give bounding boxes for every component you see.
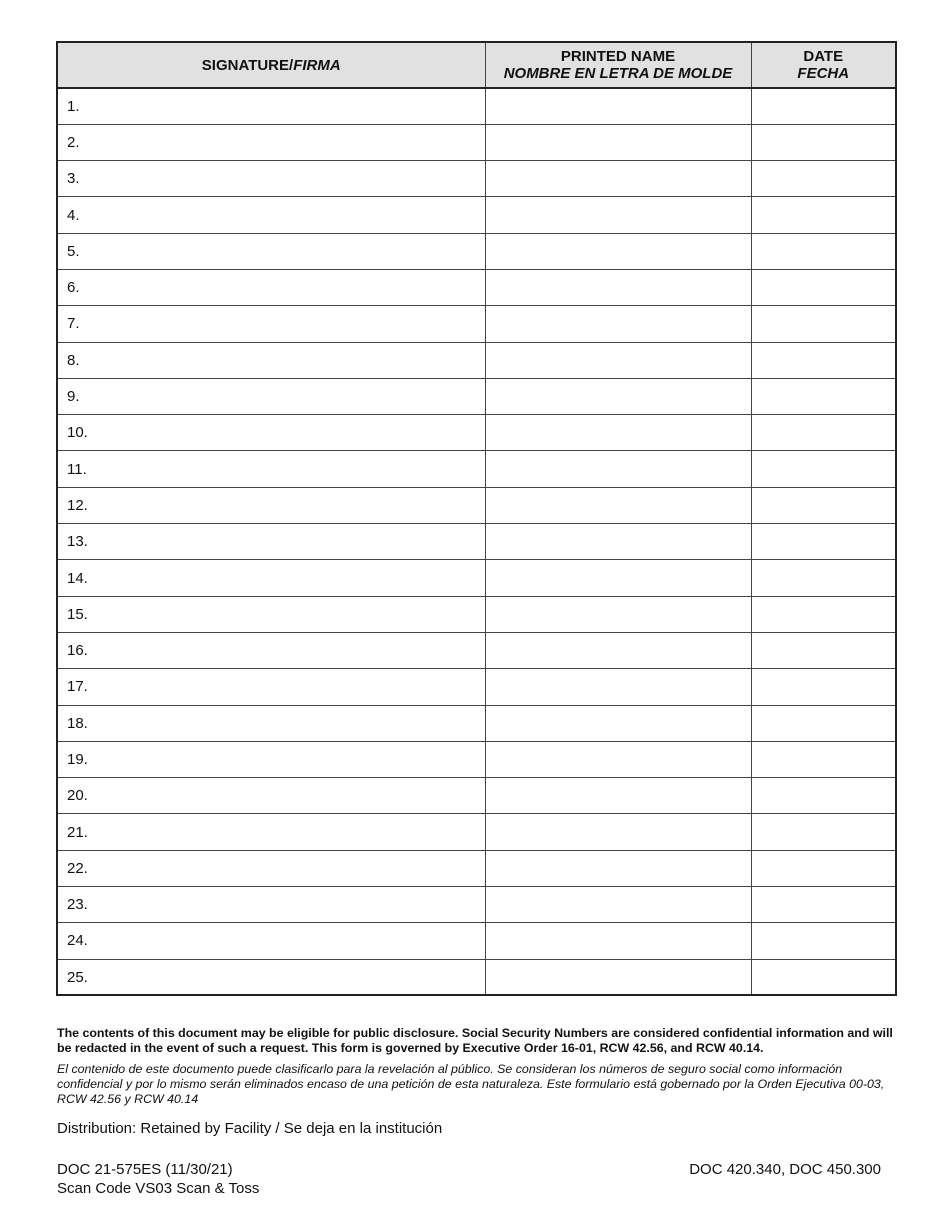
- signature-cell[interactable]: [57, 669, 485, 705]
- distribution-note: Distribution: Retained by Facility / Se deja en la institución: [57, 1120, 443, 1137]
- date-cell[interactable]: [751, 269, 896, 305]
- printed-name-cell[interactable]: [485, 778, 751, 814]
- printed-name-cell[interactable]: [485, 632, 751, 668]
- date-cell[interactable]: [751, 596, 896, 632]
- signature-cell[interactable]: [57, 124, 485, 160]
- printed-name-cell[interactable]: [485, 705, 751, 741]
- date-cell[interactable]: [751, 88, 896, 124]
- row-number: 10.: [67, 424, 88, 442]
- row-number: 6.: [67, 279, 80, 297]
- signature-cell[interactable]: [57, 741, 485, 777]
- row-number: 16.: [67, 642, 88, 660]
- signature-cell[interactable]: [57, 705, 485, 741]
- public-disclosure-notice-es: El contenido de este documento puede clasificarlo para la revelación al público. Se consideran los números de seguro social como información confidencial y por lo mismo serán eliminados encaso de una petición de esta naturaleza. Este formulario está gobernado por la Orden Ejecutiva 00-03, RCW 42.56 y RCW 40.14: [57, 1062, 885, 1106]
- row-number: 15.: [67, 605, 88, 623]
- table-row: [57, 88, 896, 124]
- table-row: [57, 850, 896, 886]
- signature-cell[interactable]: [57, 923, 485, 959]
- signature-cell[interactable]: [57, 487, 485, 523]
- table-row: [57, 378, 896, 414]
- signature-cell[interactable]: [57, 632, 485, 668]
- table-row: [57, 560, 896, 596]
- date-cell[interactable]: [751, 887, 896, 923]
- table-row: [57, 887, 896, 923]
- date-cell[interactable]: [751, 161, 896, 197]
- date-cell[interactable]: [751, 124, 896, 160]
- printed-name-cell[interactable]: [485, 378, 751, 414]
- row-number: 23.: [67, 896, 88, 914]
- printed-name-cell[interactable]: [485, 741, 751, 777]
- printed-name-cell[interactable]: [485, 269, 751, 305]
- date-column-header: [751, 42, 896, 88]
- date-cell[interactable]: [751, 487, 896, 523]
- printed-name-cell[interactable]: [485, 524, 751, 560]
- row-number: 25.: [67, 968, 88, 986]
- date-cell[interactable]: [751, 814, 896, 850]
- signature-cell[interactable]: [57, 778, 485, 814]
- table-row: [57, 596, 896, 632]
- table-row: [57, 778, 896, 814]
- signature-cell[interactable]: [57, 560, 485, 596]
- date-cell[interactable]: [751, 524, 896, 560]
- signature-cell[interactable]: [57, 814, 485, 850]
- signature-cell[interactable]: [57, 306, 485, 342]
- table-row: [57, 487, 896, 523]
- printed-name-cell[interactable]: [485, 669, 751, 705]
- row-number: 21.: [67, 823, 88, 841]
- date-cell[interactable]: [751, 923, 896, 959]
- date-cell[interactable]: [751, 741, 896, 777]
- row-number: 4.: [67, 206, 80, 224]
- printed-name-cell[interactable]: [485, 850, 751, 886]
- signature-cell[interactable]: [57, 524, 485, 560]
- date-cell[interactable]: [751, 378, 896, 414]
- printed-name-cell[interactable]: [485, 451, 751, 487]
- date-cell[interactable]: [751, 342, 896, 378]
- printed-name-cell[interactable]: [485, 923, 751, 959]
- date-cell[interactable]: [751, 669, 896, 705]
- signature-cell[interactable]: [57, 342, 485, 378]
- row-number: 22.: [67, 859, 88, 877]
- table-row: [57, 959, 896, 995]
- table-row: [57, 415, 896, 451]
- printed-name-cell[interactable]: [485, 887, 751, 923]
- signature-cell[interactable]: [57, 197, 485, 233]
- date-cell[interactable]: [751, 197, 896, 233]
- printed-name-cell[interactable]: [485, 415, 751, 451]
- printed-name-cell[interactable]: [485, 560, 751, 596]
- table-row: [57, 923, 896, 959]
- signature-cell[interactable]: [57, 269, 485, 305]
- form-identifier-block: [57, 1160, 259, 1198]
- date-cell[interactable]: [751, 959, 896, 995]
- row-number: 9.: [67, 388, 80, 406]
- table-row: [57, 524, 896, 560]
- form-number: DOC 21-575ES (11/30/21): [57, 1161, 233, 1178]
- signature-cell[interactable]: [57, 415, 485, 451]
- row-number: 11.: [67, 460, 87, 478]
- signature-cell[interactable]: [57, 850, 485, 886]
- date-cell[interactable]: [751, 632, 896, 668]
- row-number: 24.: [67, 932, 88, 950]
- printed-name-header-en: PRINTED NAME: [560, 48, 676, 65]
- table-row: [57, 342, 896, 378]
- printed-name-cell[interactable]: [485, 596, 751, 632]
- scan-code: Scan Code VS03 Scan & Toss: [57, 1180, 260, 1197]
- signature-cell[interactable]: [57, 378, 485, 414]
- date-header-en: DATE: [803, 48, 844, 65]
- signature-cell[interactable]: [57, 88, 485, 124]
- table-row: [57, 705, 896, 741]
- signature-cell[interactable]: [57, 451, 485, 487]
- printed-name-cell[interactable]: [485, 197, 751, 233]
- row-number: 12.: [67, 496, 88, 514]
- table-row: [57, 161, 896, 197]
- table-row: [57, 306, 896, 342]
- signature-header-es: FIRMA: [293, 56, 341, 74]
- row-number: 7.: [67, 315, 80, 333]
- printed-name-cell[interactable]: [485, 487, 751, 523]
- row-number: 2.: [67, 133, 80, 151]
- printed-name-cell[interactable]: [485, 88, 751, 124]
- table-row: [57, 233, 896, 269]
- printed-name-cell[interactable]: [485, 814, 751, 850]
- signature-column-header: [57, 42, 485, 88]
- row-number: 17.: [67, 678, 88, 696]
- row-number: 14.: [67, 569, 88, 587]
- table-row: [57, 669, 896, 705]
- signature-header-en: SIGNATURE/: [201, 56, 294, 74]
- table-row: [57, 741, 896, 777]
- date-cell[interactable]: [751, 705, 896, 741]
- signature-table: [56, 41, 897, 996]
- row-number: 1.: [67, 97, 80, 115]
- table-row: [57, 197, 896, 233]
- printed-name-cell[interactable]: [485, 124, 751, 160]
- printed-name-cell[interactable]: [485, 306, 751, 342]
- printed-name-cell[interactable]: [485, 233, 751, 269]
- printed-name-cell[interactable]: [485, 959, 751, 995]
- printed-name-column-header: [485, 42, 751, 88]
- printed-name-cell[interactable]: [485, 161, 751, 197]
- signature-cell[interactable]: [57, 161, 485, 197]
- row-number: 19.: [67, 750, 88, 768]
- row-number: 18.: [67, 714, 88, 732]
- date-cell[interactable]: [751, 451, 896, 487]
- table-row: [57, 451, 896, 487]
- table-row: [57, 814, 896, 850]
- row-number: 8.: [67, 351, 80, 369]
- date-cell[interactable]: [751, 306, 896, 342]
- public-disclosure-notice-en: The contents of this document may be eligible for public disclosure. Social Security Numbers are considered confidential information and will be redacted in the event of such a request. This form is governed by Executive Order 16-01, RCW 42.56, and RCW 40.14.: [57, 1026, 893, 1055]
- date-cell[interactable]: [751, 778, 896, 814]
- date-cell[interactable]: [751, 415, 896, 451]
- signature-cell[interactable]: [57, 596, 485, 632]
- date-header-es: FECHA: [797, 65, 850, 82]
- row-number: 3.: [67, 170, 80, 188]
- date-cell[interactable]: [751, 560, 896, 596]
- date-cell[interactable]: [751, 233, 896, 269]
- printed-name-header-es: NOMBRE EN LETRA DE MOLDE: [503, 65, 733, 82]
- printed-name-cell[interactable]: [485, 342, 751, 378]
- table-row: [57, 632, 896, 668]
- signature-cell[interactable]: [57, 233, 485, 269]
- date-cell[interactable]: [751, 850, 896, 886]
- policy-references: DOC 420.340, DOC 450.300: [689, 1161, 881, 1178]
- table-row: [57, 124, 896, 160]
- row-number: 20.: [67, 787, 88, 805]
- table-header-row: [57, 42, 896, 88]
- signature-cell[interactable]: [57, 887, 485, 923]
- table-row: [57, 269, 896, 305]
- row-number: 13.: [67, 533, 88, 551]
- row-number: 5.: [67, 242, 80, 260]
- signature-cell[interactable]: [57, 959, 485, 995]
